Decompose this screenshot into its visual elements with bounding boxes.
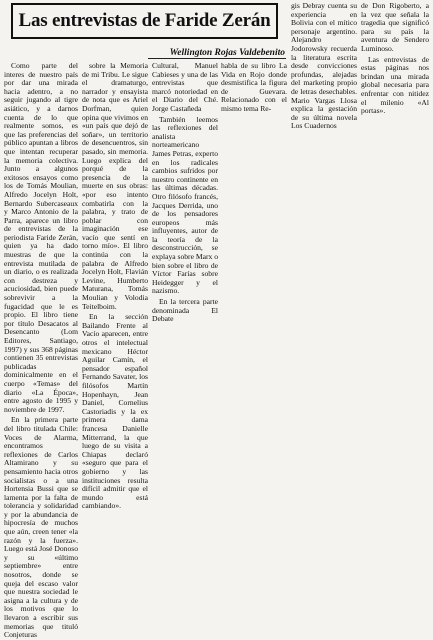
paragraph: de Don Rigoberto, a la vez que señala la tragedia que significó para su país la aventura de Sendero Luminoso. [361,1,429,53]
paragraph: Como parte del interes de nuestro país por dar una mirada hacia adentro, a no seguir jugando al tigre asiático, y a darnos cuenta de lo que realmente somos, es que las preferencias del público apuntan a libros que intentan recuperar la memoria colectiva. Junto a algunos exitosos ensayos como los de Tomás Moulian, Alfredo Jocelyn Holt, Bernardo Subercaseaux y Marco Antonio de la Parra, aparece un libro de entrevistas de la periodista Faride Zerán, quien ya ha dado muestras de que la entrevista mutilada de un diario, o es realizada con destreza y acuciosidad, bien puede sobrevivir a la fugacidad que le es propio. El libro tiene por título Desacatos al Desencanto (Lom Editores, Santiago, 1997) y sus 368 páginas contienen 35 entrevistas publicadas dominicalmente en el cuerpo «Temas» del diario «La Época», entre agosto de 1995 y noviembre de 1997. [4,61,78,414]
paragraph: En la tercera parte denominada El Debate [152,297,218,324]
paragraph: En la primera parte del libro titulada Chile: Voces de Alarma, encontramos reflexiones de Carlos Altamirano y su pensamiento hacia otros socialistas o a una Hortensia Bussi que se lamenta por la falta de tolerancia y solidaridad y por la abundancia de hipocresía de muchos que aún, creen tener «la razón y la fuerza». Luego está José Donoso y su «último septiembre» entre nosotros, donde se queja del escaso valor que nuestra sociedad le asigna a la cultura y de los motivos que lo llevaron a escribir sus memorias que tituló Conjeturas [4,415,78,640]
column-1 [4,62,78,640]
byline: Wellington Rojas Valdebenito [169,48,285,58]
headline: Las entrevistas de Faride Zerán [18,10,271,31]
paragraph: También leemos las reflexiones del analista norteamericano James Petras, experto en los radicales cambios sufridos por nuestro continente en las últimas décadas. Otro filósofo francés, Jacques Derrida, uno de los pensadores europeos más influyentes, autor de la teoría de la desconstrucción, se explaya sobre Marx o bien sobre el libro de Víctor Farías sobre Heidegger y el nazismo. [152,114,219,296]
headline-box [11,3,278,39]
paragraph: Las entrevistas de estas páginas nos brindan una mirada global necesaria para enfrentar con nitidez el milenio «Al portas». [361,54,429,116]
column-6 [361,2,429,116]
column-3 [152,62,218,324]
column-5 [291,2,357,131]
column-4 [221,62,287,114]
column-2 [82,62,148,511]
paragraph: En la sección Bailando Frente al Vacío aparecen, entre otros el intelectual mexicano Héctor Aguilar Camín, el pensador español Fernando Savater, los filósofos Martín Hopenhayn, Jean Daniel, Cornelius Castoriadis y la ex primera dama francesa Danielle Mitterrand, la que luego de su visita a Chiapas declaró «seguro que para el gobierno y las instituciones resulta difícil admitir que el mundo está cambiando». [82,312,148,511]
paragraph: gis Debray cuenta su experiencia en Bolivia con el mítico personaje argentino. Alejandro Jodorowsky recuerda la literatura escrita desde convicciones profundas, alejadas del marketing propio de letras desechables. Mario Vargas Llosa explica la gestación de su última novela Los Cuadernos [291,1,357,131]
paragraph: sobre la Memoria de mi Tribu. Le sigue el dramaturgo, narrador y ensayista de nota que es Ariel Dorfman, quien opina que vivimos en «un país que dejó de soñar», un territorio de desencuentros, sin pasado, sin memoria. Luego explica del porqué de la presencia de la muerte en sus obras: «por eso intento combatirla con la palabra, y trato de poblar con imaginación ese vacío que sentí en torno mío». El libro continúa con la palabra de Alfredo Jocelyn Holt, Flavián Levine, Humberto Maturana, Tomás Moulian y Volodia Teitelboim. [82,61,148,311]
paragraph: habla de su libro La Vida en Rojo donde desmistifica la figura de Guevara. Relacionado con el mismo tema Re- [221,61,287,113]
paragraph: Cultural, Manuel Cabieses y una de las entrevistas que marcó notoriedad en el Diario del Ché. Jorge Castañeda [152,61,218,113]
byline-rule [148,58,286,59]
